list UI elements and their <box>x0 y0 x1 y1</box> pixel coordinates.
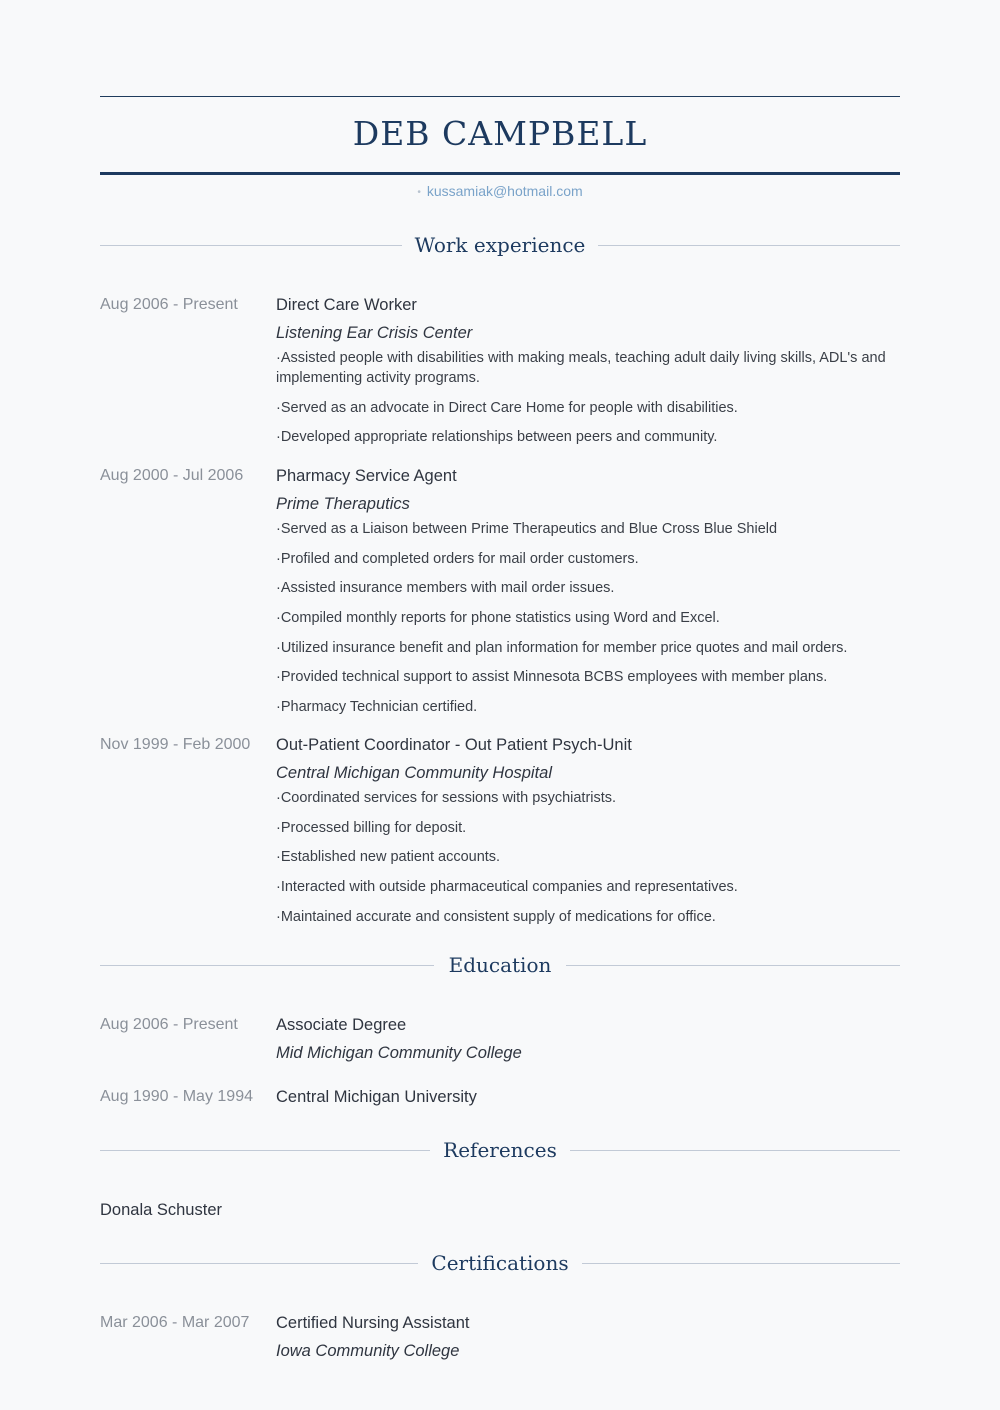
duty-item: ·Coordinated services for sessions with psychiatrists. <box>276 790 617 806</box>
candidate-name: DEB CAMPBELL <box>352 114 648 153</box>
bullet-dot-icon: • <box>417 187 421 198</box>
entry-dates: Aug 2000 - Jul 2006 <box>100 467 244 484</box>
duty-item: ·Processed billing for deposit. <box>276 819 467 836</box>
entry-dates: Aug 1990 - May 1994 <box>100 1088 253 1105</box>
school: Mid Michigan Community College <box>276 1044 522 1062</box>
employer: Central Michigan Community Hospital <box>276 764 553 782</box>
references-heading <box>100 1135 900 1165</box>
entry-body <box>276 734 900 936</box>
header-bottom-rule <box>100 172 900 175</box>
duty-item: ·Pharmacy Technician certified. <box>276 699 478 716</box>
entry-dates: Aug 2006 - Present <box>100 1016 238 1033</box>
entry-dates: Nov 1999 - Feb 2000 <box>100 736 251 753</box>
duties-list <box>276 519 900 717</box>
duty-item: ·Utilized insurance benefit and plan information for member price quotes and mail orders. <box>276 639 848 656</box>
entry-body <box>276 1014 900 1064</box>
entry-body <box>276 465 900 727</box>
duty-item: ·Maintained accurate and consistent supply of medications for office. <box>276 908 716 925</box>
section-title: Work experience <box>414 233 586 257</box>
contact-line <box>100 182 900 202</box>
degree: Associate Degree <box>276 1016 407 1034</box>
reference-name: Donala Schuster <box>100 1201 222 1219</box>
section-title: References <box>443 1138 557 1162</box>
email-link[interactable]: kussamiak@hotmail.com <box>426 183 583 199</box>
job-title: Pharmacy Service Agent <box>276 467 457 485</box>
job-title: Out-Patient Coordinator - Out Patient Psych-Unit <box>276 736 632 754</box>
job-title: Direct Care Worker <box>276 296 417 314</box>
education-heading <box>100 950 900 980</box>
section-title: Certifications <box>431 1251 569 1275</box>
certifications-heading <box>100 1248 900 1278</box>
employer: Prime Theraputics <box>276 495 410 513</box>
employer: Listening Ear Crisis Center <box>276 324 473 342</box>
duty-item: ·Served as an advocate in Direct Care Home for people with disabilities. <box>276 399 738 416</box>
entry-dates: Mar 2006 - Mar 2007 <box>100 1314 250 1331</box>
duties-list <box>276 788 900 927</box>
degree: Central Michigan University <box>276 1088 477 1106</box>
section-title: Education <box>448 953 552 977</box>
entry-body <box>276 1086 900 1108</box>
duty-item: ·Assisted insurance members with mail order issues. <box>276 580 615 597</box>
duty-item: ·Developed appropriate relationships between peers and community. <box>276 429 718 446</box>
duties-list <box>276 348 900 447</box>
certification-name: Certified Nursing Assistant <box>276 1314 470 1332</box>
duty-item: ·Provided technical support to assist Minnesota BCBS employees with member plans. <box>276 669 828 686</box>
work-experience-heading <box>100 230 900 260</box>
duty-item: ·Established new patient accounts. <box>276 849 501 866</box>
duty-item: ·Compiled monthly reports for phone statistics using Word and Excel. <box>276 610 720 627</box>
duty-item: ·Interacted with outside pharmaceutical companies and representatives. <box>276 879 738 896</box>
duty-item: ·Profiled and completed orders for mail order customers. <box>276 550 639 567</box>
header-top-rule <box>100 96 900 97</box>
entry-body <box>276 1312 900 1362</box>
duty-item: ·Served as a Liaison between Prime Therapeutics and Blue Cross Blue Shield <box>276 521 778 537</box>
duty-item: ·Assisted people with disabilities with making meals, teaching adult daily living skills, ADL's and implementing activity programs. <box>276 350 886 386</box>
issuing-institution: Iowa Community College <box>276 1342 460 1360</box>
entry-body <box>276 294 900 457</box>
entry-dates: Aug 2006 - Present <box>100 296 238 313</box>
